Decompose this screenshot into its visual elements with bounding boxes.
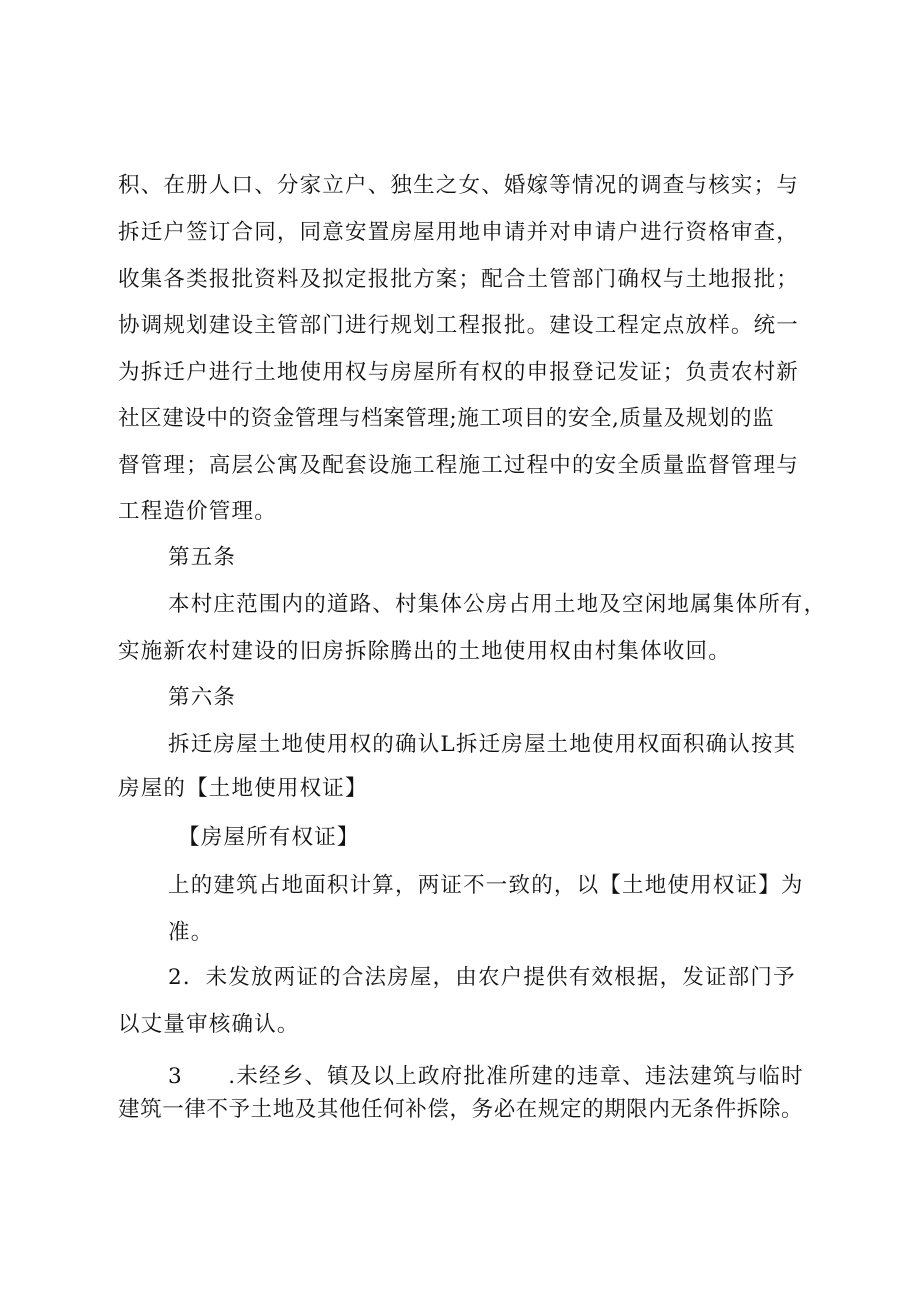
article-6-line-2: 房屋的【土地使用权证】 (118, 776, 368, 801)
article-6-item-2-line-2: 以丈量审核确认。 (118, 1012, 300, 1037)
article-6-heading: 第六条 (168, 685, 237, 710)
body-line-1: 积、在册人口、分家立户、独生之女、婚嫁等情况的调查与核实；与 (118, 173, 800, 198)
body-line-5: 为拆迁户进行土地使用权与房屋所有权的申报登记发证；负责农村新 (118, 360, 800, 385)
article-6-line-5: 准。 (168, 920, 214, 945)
article-5-line-2: 实施新农村建设的旧房拆除腾出的土地使用权由村集体收回。 (118, 639, 731, 664)
article-6-line-1: 拆迁房屋土地使用权的确认L拆迁房屋土地使用权面积确认按其 (168, 732, 797, 757)
body-line-2: 拆迁户签订合同，同意安置房屋用地申请并对申请户进行资格审查， (118, 220, 800, 245)
body-line-7: 督管理；高层公寓及配套设施工程施工过程中的安全质量监督管理与 (118, 453, 800, 478)
article-6-item-3-line-1: 3 .未经乡、镇及以上政府批准所建的违章、违法建筑与临时 (168, 1064, 804, 1089)
article-5-heading: 第五条 (168, 545, 237, 570)
body-line-3: 收集各类报批资料及拟定报批方案；配合土管部门确权与土地报批； (118, 267, 800, 292)
body-line-6: 社区建设中的资金管理与档案管理;施工项目的安全,质量及规划的监 (118, 406, 775, 431)
article-6-item-3-line-2: 建筑一律不予土地及其他任何补偿，务必在规定的期限内无条件拆除。 (118, 1097, 804, 1122)
body-line-8: 工程造价管理。 (118, 499, 277, 524)
article-6-line-4: 上的建筑占地面积计算，两证不一致的，以【土地使用权证】为 (168, 873, 804, 898)
article-6-item-2-line-1: 2．未发放两证的合法房屋，由农户提供有效根据，发证部门予 (168, 965, 796, 990)
article-5-line-1: 本村庄范围内的道路、村集体公房占用土地及空闲地属集体所有， (168, 592, 827, 617)
article-6-line-3: 【房屋所有权证】 (178, 825, 360, 850)
body-line-4: 协调规划建设主管部门进行规划工程报批。建设工程定点放样。统一 (118, 313, 800, 338)
